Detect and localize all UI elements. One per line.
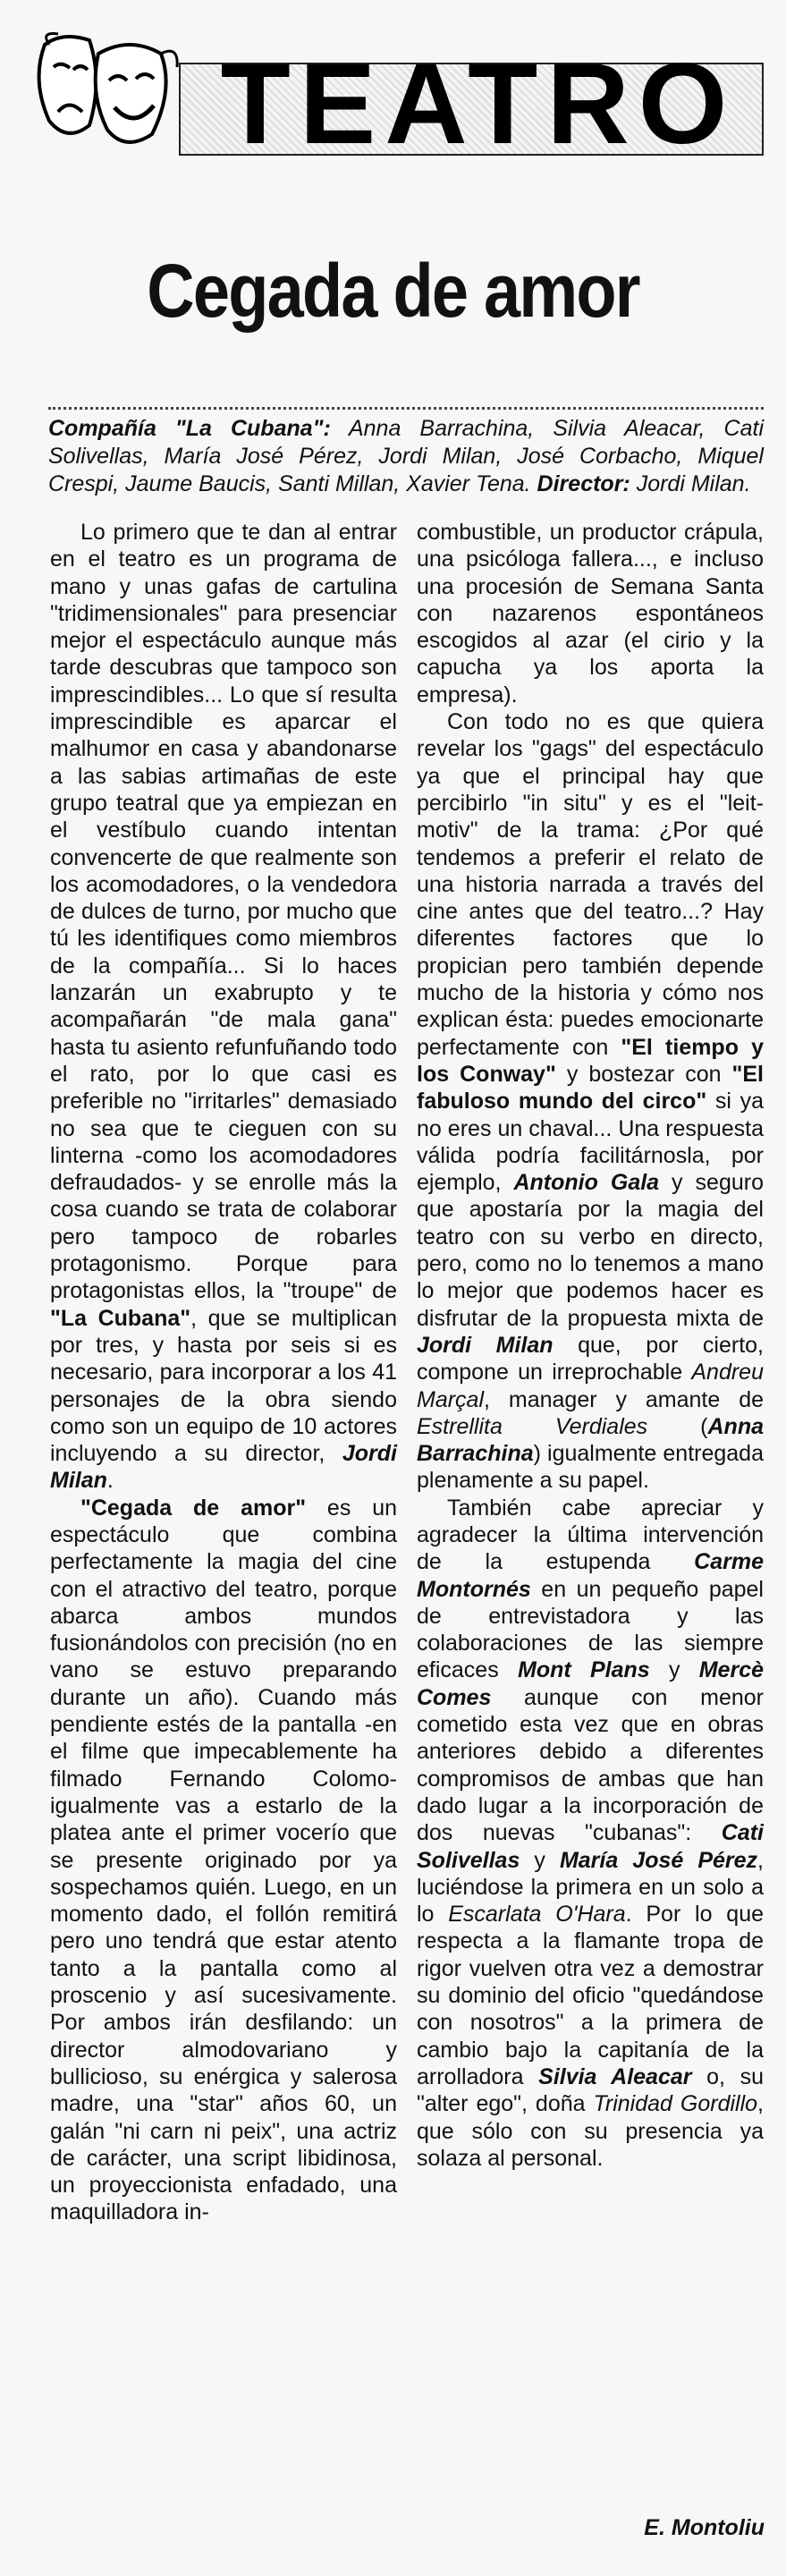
article-column-left — [50, 519, 397, 2226]
section-banner — [27, 27, 760, 168]
theatre-masks-icon — [27, 27, 188, 161]
credits-company-label: Compañía "La Cubana": — [48, 416, 331, 441]
paragraph-3: Con todo no es que quiera revelar los "gags" del espectáculo ya que el principal hay que percibirlo "in situ" y es el "leit-motiv" de la trama: ¿Por qué tendemos a preferir el relato de una historia narrada a través del cine antes que del teatro...? Hay diferentes factores que lo propician pero también depende mucho de la historia y cómo nos explican ésta: puedes emocionarte perfectamente con "El tiempo y los Conway" y bostezar con "El fabuloso mundo del circo" si ya no eres un chaval... Una respuesta válida podría facilitárnosla, por ejemplo, Antonio Gala y seguro que apostaría por la magia del teatro con su verbo en directo, pero, como no lo tenemos a mano lo mejor que podemos hacer es disfrutar de la propuesta mixta de Jordi Milan que, por cierto, compone un irreprochable Andreu Marçal, manager y amante de Estrellita Verdiales (Anna Barrachina) igualmente entregada plenamente a su papel. — [417, 709, 765, 1494]
article-headline: Cegada de amor — [147, 249, 639, 333]
paragraph-2-continued: combustible, un productor crápula, una psicóloga fallera..., e incluso una procesión de Semana Santa con nazarenos espontáneos escogidos al azar (el cirio y la capucha ya los aporta la empresa). — [417, 520, 764, 708]
credits-director-label: Director: — [530, 471, 630, 496]
paragraph-4: También cabe apreciar y agradecer la última intervención de la estupenda Carme Montornés en un pequeño papel de entrevistadora y las colaboraciones de las siempre eficaces Mont Plans y Mercè Comes aunque con menor cometido esta vez que en obras anteriores debido a diferentes compromisos de ambas que han dado lugar a la incorporación de dos nuevas "cubanas": Cati Solivellas y María José Pérez, luciéndose la primera en un solo a lo Escarlata O'Hara. Por lo que respecta a la flamante tropa de rigor vuelven otra vez a demostrar su dominio del oficio "quedándose con nosotros" a la primera de cambio bajo la capitanía de la arrolladora Silvia Aleacar o, su "alter ego", doña Trinidad Gordillo, que sólo con su presencia ya solaza al personal. — [417, 1495, 765, 2171]
credits-cast: Anna Barrachina, Silvia Aleacar, Cati Solivellas, María José Pérez, Jordi Milan, José Corbacho, Miquel Crespi, Jaume Baucis, Santi Millan, Xavier Tena. — [48, 416, 765, 496]
paragraph-1: Lo primero que te dan al entrar en el teatro es un programa de mano y unas gafas de cartulina "tridimensionales" para presenciar mejor el espectáculo aunque más tarde descubras que tampoco son imprescindibles... Lo que sí resulta imprescindible es aparcar el malhumor en casa y abandonarse a las sabias artimañas de este grupo teatral que ya empiezan en el vestíbulo cuando intentan convencerte de que realmente son los acomodadores, o la vendedora de dulces de turno, por mucho que tú les identifiques como miembros de la compañía... Si lo haces lanzarán un exabrupto y te acompañarán "de mala gana" hasta tu asiento refunfuñando todo el rato, por lo que casi es preferible no "irritarles" demasiado no sea que te cieguen con su linterna -como los acomodadores defraudados- y se enrolle más la cosa cuando se trata de colaborar pero tampoco de robarles protagonismo. Porque para protagonistas ellos, la "troupe" de "La Cubana", que se multiplican por tres, y hasta por seis si es necesario, para incorporar a los 41 personajes de la obra siendo como son un equipo de 10 actores incluyendo a su director, Jordi Milan. — [50, 520, 397, 1494]
article-column-right — [417, 519, 764, 2172]
credits-director: Jordi Milan. — [630, 471, 751, 496]
paragraph-2: "Cegada de amor" es un espectáculo que combina perfectamente la magia del cine con el atractivo del teatro, porque abarca ambos mundos fusionándolos con precisión (no en vano se estuvo preparando durante un año). Cuando más pendiente estés de la pantalla -en el filme que impecablemente ha filmado Fernando Colomo- igualmente vas a estarlo de la platea ante el primer vocerío que se presente originado por ya sospechamos quién. Luego, en un momento dado, el follón remitirá pero uno tendrá que estar atento tanto a la pantalla como al proscenio y así sucesivamente. Por ambos irán desfilando: un director almodovariano y bullicioso, su enérgica y salerosa madre, una "star" años 60, un galán "ni carn ni peix", una actriz de carácter, una script libidinosa, un proyeccionista enfadado, una maquilladora in- — [50, 1495, 398, 2225]
section-title: TEATRO — [220, 40, 737, 168]
author-signature: E. Montoliu — [644, 2515, 765, 2540]
credits-block — [48, 407, 764, 498]
